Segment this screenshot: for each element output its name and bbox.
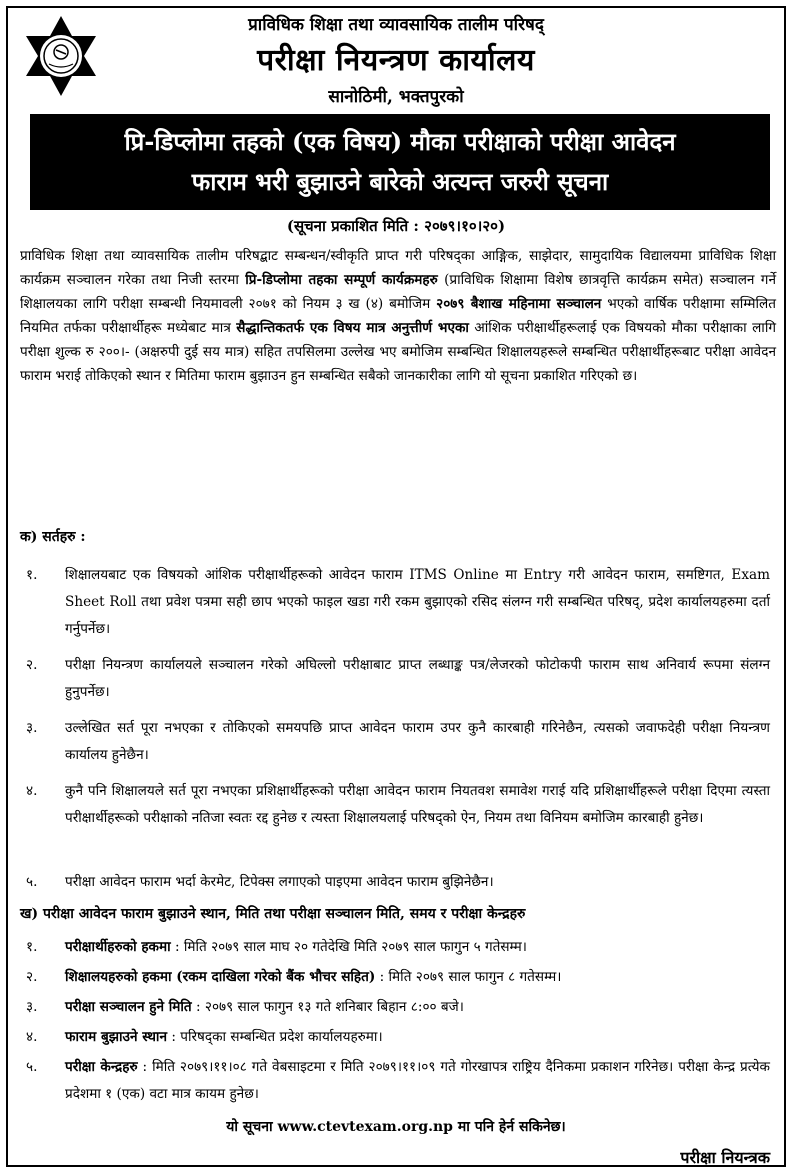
- intro-text-1: प्राविधिक शिक्षा तथा व्यावसायिक तालीम परिषद्बाट सम्बन्धन/स्वीकृति प्राप्त गरी परिषद्का आङ्गिक, साझेदार, सामुदायिक विद्यालयमा प्राविधिक शिक्षा कार्यक्रम सञ्चालन गरेका तथा निजी स्तरमा: [20, 248, 776, 288]
- section-schedule-heading: ख) परीक्षा आवेदन फाराम बुझाउने स्थान, मिति तथा परीक्षा सञ्चालन मिति, समय र परीक्षा केन्द्रहरु: [20, 906, 526, 922]
- item-detail: : मिति २०७९ साल फागुन ८ गतेसम्म।: [375, 969, 562, 985]
- item-text: कुनै पनि शिक्षालयले सर्त पूरा नभएका प्रशिक्षार्थीहरूको परीक्षा आवेदन फाराम नियतवश समावेश गराई यदि प्रशिक्षार्थीहरूले परीक्षा दिएमा त्यस्ता परीक्षार्थीहरूको परीक्षाको नतिजा स्वतः रद्द हुनेछ र त्यस्ता शिक्षालयलाई परिषद्को ऐन, नियम तथा विनियम बमोजिम कारबाही हुनेछ।: [65, 783, 770, 826]
- item-text: [65, 964, 770, 991]
- item-text: शिक्षालयबाट एक विषयको आंशिक परीक्षार्थीहरूको आवेदन फाराम ITMS Online मा Entry गरी आवेदन फाराम, समष्टिगत, Exam Sheet Roll तथा प्रवेश पत्रमा सही छाप भएको फाइल खडा गरी रकम बुझाएको रसिद संलग्न गरी सम्बन्धित परिषद्, प्रदेश कार्यालयहरुमा दर्ता गर्नुपर्नेछ।: [65, 567, 770, 637]
- org-name-line1: प्राविधिक शिक्षा तथा व्यावसायिक तालीम परिषद्: [248, 15, 544, 35]
- item-text: परीक्षा आवेदन फाराम भर्दा केरमेट, टिपेक्स लगाएको पाइएमा आवेदन फाराम बुझिनेछैन।: [65, 874, 494, 890]
- item-text: [65, 994, 770, 1021]
- published-date: (सूचना प्रकाशित मिति : २०७९।१०।२०): [286, 217, 506, 235]
- notice-title-line2: फाराम भरी बुझाउने बारेको अत्यन्त जरुरी सूचना: [191, 167, 609, 196]
- section-conditions-heading: क) सर्तहरु :: [20, 529, 86, 545]
- item-detail: : मिति २०७९ साल माघ २० गतेदेखि मिति २०७९ साल फागुन ५ गतेसम्म।: [170, 939, 527, 955]
- item-number: ५.: [26, 874, 38, 890]
- item-number: ५.: [26, 1059, 38, 1075]
- item-text: परीक्षा नियन्त्रण कार्यालयले सञ्चालन गरेको अघिल्लो परीक्षाबाट प्राप्त लब्धाङ्क पत्र/लेजरको फोटोकपी फाराम साथ अनिवार्य रूपमा संलग्न हुनुपर्नेछ।: [65, 657, 770, 700]
- intro-paragraph: [20, 244, 776, 388]
- intro-bold-3: सैद्धान्तिकतर्फ एक विषय मात्र अनुत्तीर्ण भएका: [236, 320, 469, 336]
- notice-title-line1: प्रि-डिप्लोमा तहको (एक विषय) मौका परीक्षाको परीक्षा आवेदन: [124, 127, 676, 156]
- item-text: [65, 1024, 770, 1051]
- notice-page: [6, 6, 786, 1167]
- item-label: फाराम बुझाउने स्थान: [65, 1029, 167, 1045]
- intro-bold-2: २०७९ बैशाख महिनामा सञ्चालन: [436, 296, 602, 312]
- intro-bold-1: प्रि-डिप्लोमा तहका सम्पूर्ण कार्यक्रमहरु: [245, 272, 438, 288]
- item-number: २.: [26, 657, 38, 673]
- item-number: १.: [26, 939, 38, 955]
- office-location: सानोठिमी, भक्तपुरको: [328, 87, 464, 107]
- item-number: ३.: [26, 999, 38, 1015]
- item-text: उल्लेखित सर्त पूरा नभएका र तोकिएको समयपछि प्राप्त आवेदन फाराम उपर कुनै कारबाही गरिनेछैन, त्यसको जवाफदेही परीक्षा नियन्त्रण कार्यालय हुनेछैन।: [65, 720, 770, 763]
- item-label: परीक्षार्थीहरुको हकमा: [65, 939, 171, 955]
- item-label: परीक्षा सञ्चालन हुने मिति: [65, 999, 192, 1015]
- item-text: [65, 1054, 770, 1108]
- item-label: शिक्षालयहरुको हकमा (रकम दाखिला गरेको बैंक भौचर सहित): [65, 969, 376, 985]
- item-label: परीक्षा केन्द्रहरु: [65, 1059, 138, 1075]
- item-number: २.: [26, 969, 38, 985]
- item-number: ३.: [26, 720, 38, 736]
- item-number: १.: [26, 567, 38, 583]
- intro-text-4: आंशिक परीक्षार्थीहरूलाई एक विषयको मौका परीक्षाका लागि परीक्षा शुल्क रु २००।- (अक्षरुपी दुई सय मात्र) सहित तपसिलमा उल्लेख भए बमोजिम सम्बन्धित शिक्षालयहरूले सम्बन्धित परीक्षार्थीहरूबाट परीक्षा आवेदन फाराम भराई तोकिएको स्थान र मितिमा फाराम बुझाउन हुन सम्बन्धित सबैको जानकारीका लागि यो सूचना प्रकाशित गरिएको छ।: [20, 320, 776, 384]
- item-number: ४.: [26, 783, 38, 799]
- item-text: [65, 934, 770, 961]
- signature: परीक्षा नियन्त्रक: [680, 1148, 770, 1167]
- office-name: परीक्षा नियन्त्रण कार्यालय: [257, 43, 535, 78]
- notice-title-banner: [30, 114, 770, 210]
- website-note: यो सूचना www.ctevtexam.org.np मा पनि हेर्न सकिनेछ।: [226, 1119, 566, 1135]
- item-detail: : २०७९ साल फागुन १३ गते शनिबार बिहान ८:०० बजे।: [191, 999, 464, 1015]
- item-detail: : परिषद्का सम्बन्धित प्रदेश कार्यालयहरुमा।: [167, 1029, 383, 1045]
- intro-text-2: (प्राविधिक शिक्षामा विशेष छात्रवृत्ति कार्यक्रम समेत) सञ्चालन गर्ने शिक्षालयका लागि परीक्षा सम्बन्धी नियमावली २०७१ को नियम ३ ख (४) बमोजिम: [20, 272, 776, 312]
- item-detail: : मिति २०७९।११।०८ गते वेबसाइटमा र मिति २०७९।११।०९ गते गोरखापत्र राष्ट्रिय दैनिकमा प्रकाशन गरिनेछ। परीक्षा केन्द्र प्रत्येक प्रदेशमा १ (एक) वटा मात्र कायम हुनेछ।: [65, 1059, 770, 1102]
- intro-text-3: भएको वार्षिक परीक्षामा सम्मिलित नियमित तर्फका परीक्षार्थीहरू मध्येबाट मात्र: [20, 296, 776, 336]
- item-number: ४.: [26, 1029, 38, 1045]
